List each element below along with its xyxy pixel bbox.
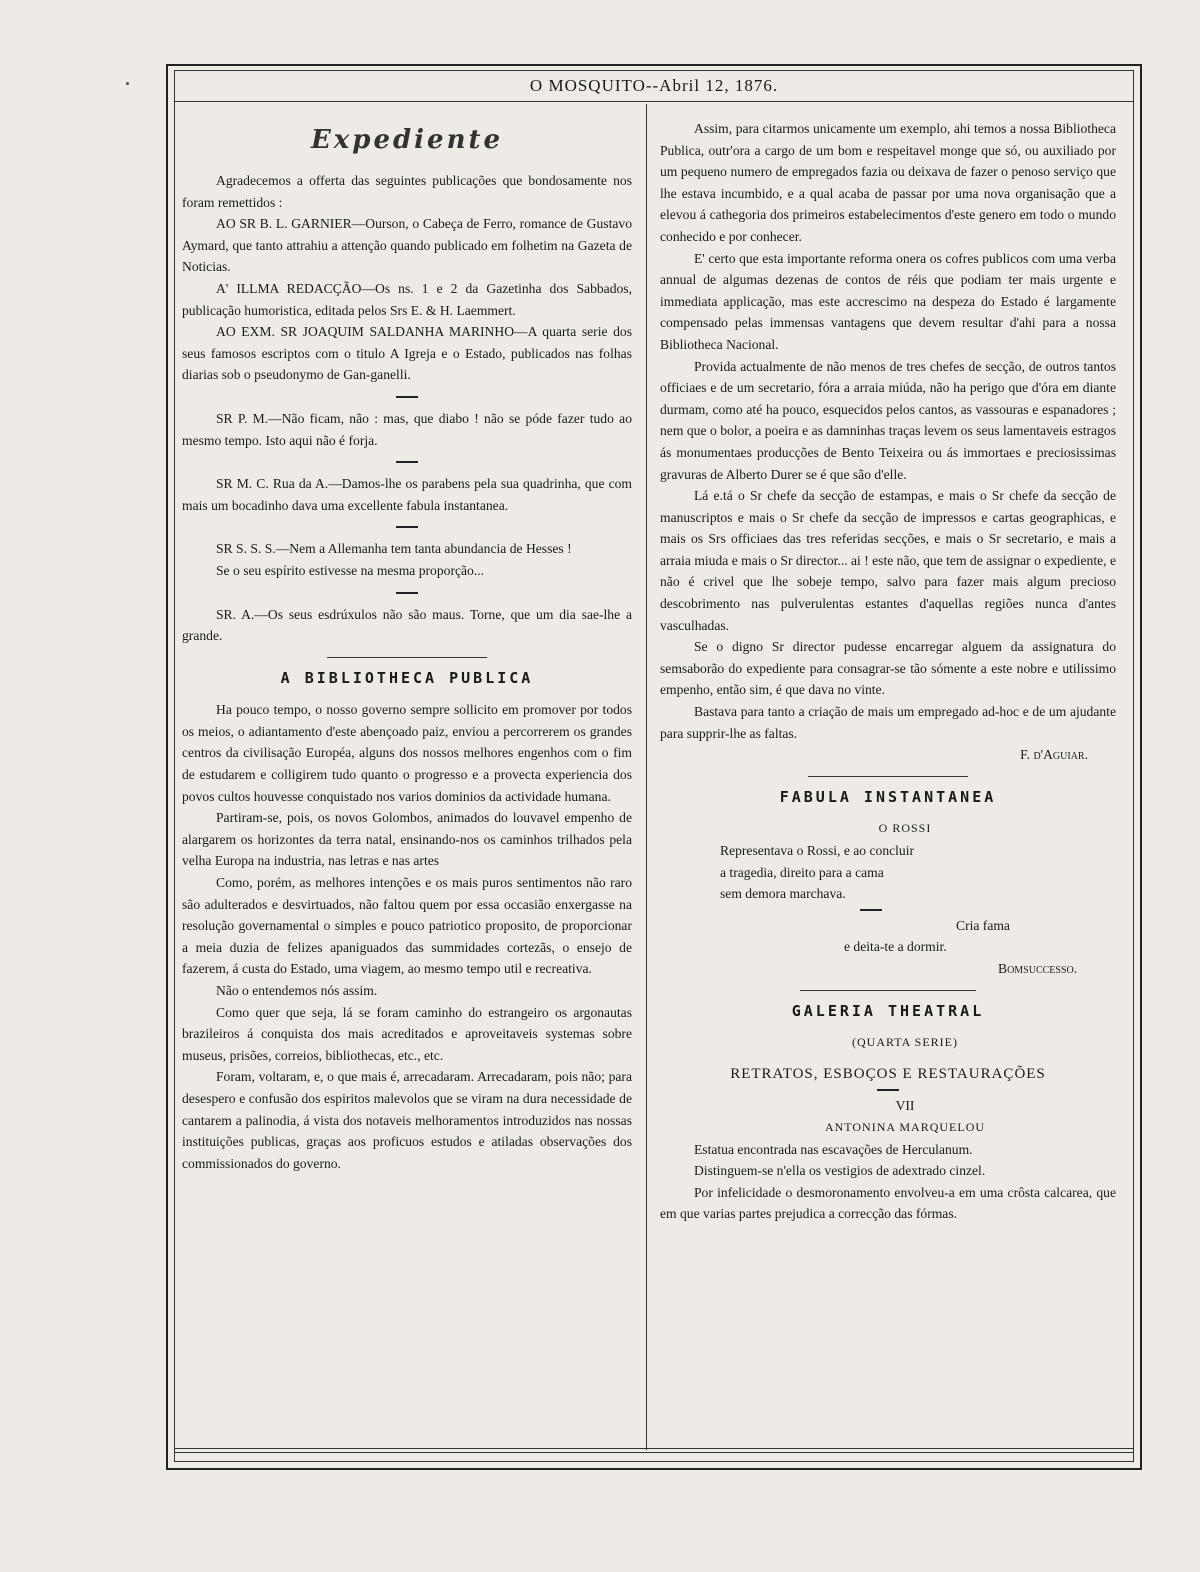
separator-dash [877,1089,899,1091]
paragraph: AO SR B. L. GARNIER—Ourson, o Cabeça de Ferro, romance de Gustavo Aymard, que tanto attrahiu a attenção quando publicado em folhetim na Gazeta de Noticias. [182,216,632,275]
separator-dash [396,461,418,463]
section-rule [808,776,968,777]
paragraph: Por infelicidade o desmoronamento envolveu-a em uma crôsta calcarea, que em que varias partes prejudica a correcção das fórmas. [660,1184,1116,1222]
right-column [660,118,1116,1225]
author-signature: Bomsuccesso. [998,960,1078,976]
paragraph: Provida actualmente de não menos de tres chefes de secção, de outros tantos officiaes e de um secretario, fóra a arraia miúda, não ha perigo que d'óra em diante durmam, como até ha pouco, esquecidos pelos cantos, as vassouras e espanadores ; nem que o bolor, a poeira e as damninhas traças levem os seus lamentaveis estragos ás monumentaes producções de Bento Teixeira ou ás immortaes e preciosissimas gravuras de Alberto Durer se é que são d'elle. [660,358,1116,482]
poem [720,840,1116,980]
poem-line: Representava o Rossi, e ao concluir [720,843,915,858]
paragraph: SR. A.—Os seus esdrúxulos não são maus. Torne, que um dia sae-lhe a grande. [182,606,632,644]
separator-dash [396,396,418,398]
bottom-rule [174,1448,1134,1449]
section-rule [800,990,976,991]
paragraph: Como, porém, as melhores intenções e os mais puros sentimentos não raro são adulterados e desvirtuados, não faltou quem por essa occasião enxergasse na resolução governamental o simples e pouco patriotico proposito, de proporcionar a meia duzia de felizes apaniguados das summidades cortezãs, o ensejo de fazerem, á custa do Estado, uma viagem, ao mesmo tempo util e recreativa. [182,875,632,977]
paragraph: Lá e.tá o Sr chefe da secção de estampas, e mais o Sr chefe da secção de manuscriptos e mais o Sr chefe da secção de impressos e cartas geographicas, e mais os Srs officiaes das tres referidas secções, e mais o Sr secretario, e mais a arraia miuda e mais o Sr director... ai ! este não, que tem de assignar o expediente, e não é crivel que lhe sobeje tempo, salvo para fazer mais algum precioso descobrimento nas pulverulentas estantes d'aquellas regiões nunca d'antes vasculhadas. [660,488,1116,633]
paragraph: Como quer que seja, lá se foram caminho do estrangeiro os argonautas brazileiros á conquista dos mais acreditados e aproveitaveis systemas sobre museus, prisões, correios, bibliothecas, etc., etc. [182,1004,632,1063]
paragraph: Foram, voltaram, e, o que mais é, arrecadaram. Arrecadaram, pois não; para desespero e confusão dos espiritos malevolos que se viram na dura necessidade de cantarem a palinodia, á vista dos notaveis melhoramentos introduzidos nas nossas instituições publicas, graças aos proficuos estudos e atiladas observações dos commissionados do governo. [182,1069,632,1171]
paragraph: SR P. M.—Não ficam, não : mas, que diabo ! não se póde fazer tudo ao mesmo tempo. Isto aqui não é forja. [182,410,632,448]
paragraph: E' certo que esta importante reforma onera os cofres publicos com uma verba annual de algumas dezenas de contos de réis que podiam ter mais urgente e immediata applicação, mas este accrescimo na despeza do Estado é largamente compensado pelas immensas vantagens que devem resultar d'ahi para a nossa Bibliotheca Nacional. [660,250,1116,352]
author-signature: F. d'Aguiar. [1020,747,1088,763]
poem-line: e deita-te a dormir. [844,939,947,955]
section-title: A BIBLIOTHECA PUBLICA [280,668,534,687]
paragraph: Bastava para tanto a criação de mais um empregado ad-hoc e de um ajudante para supprir-lhe as faltas. [660,704,1116,741]
bottom-rule [174,1452,1134,1453]
paragraph: Não o entendemos nós assim. [216,983,378,998]
page-speck [126,82,129,85]
subheading: RETRATOS, ESBOÇOS E RESTAURAÇÕES [730,1065,1046,1082]
section-title: FABULA INSTANTANEA [779,787,997,806]
paragraph: SR S. S. S.—Nem a Allemanha tem tanta abundancia de Hesses ! [216,541,572,557]
paragraph: A' ILLMA REDACÇÃO—Os ns. 1 e 2 da Gazetinha dos Sabbados, publicação humoristica, editada pelos Srs E. & H. Laemmert. [182,280,632,318]
page-header: O MOSQUITO--Abril 12, 1876. [174,70,1134,102]
poem-line: sem demora marchava. [720,886,846,902]
paragraph: Ha pouco tempo, o nosso governo sempre sollicito em promover por todos os meios, o adiantamento d'este abençoado paiz, enviou a percorrerem os grandes centros da civilisação Européa, alguns dos nossos melhores engenhos com o fim de estudarem e colligirem tudo quanto o progresso e a provecta experiencia dos povos cultos houvesse conquistado nos varios dominios da actividade humana. [182,702,632,804]
paragraph: Agradecemos a offerta das seguintes publicações que bondosamente nos foram remettidos : [182,173,632,210]
section-title: GALERIA THEATRAL [791,1001,985,1020]
separator-dash [860,909,882,911]
paragraph: SR M. C. Rua da A.—Damos-lhe os parabens pela sua quadrinha, que com mais um bocadinho dava uma excellente fabula instantanea. [182,476,632,513]
subtitle: (QUARTA SERIE) [852,1035,958,1050]
paragraph: Se o seu espírito estivesse na mesma proporção... [216,562,485,578]
paragraph: Distinguem-se n'ella os vestigios de adextrado cinzel. [694,1163,986,1179]
left-column [182,118,632,1174]
subject-name: ANTONINA MARQUELOU [824,1119,986,1134]
separator-dash [396,592,418,594]
subtitle: O ROSSI [878,821,932,836]
poem-line: Cria fama [956,917,1010,933]
paragraph: Assim, para citarmos unicamente um exemplo, ahi temos a nossa Bibliotheca Publica, outr'ora a cargo de um bom e respeitavel monge que só, ou auxiliado por um pequeno numero de empregados fazia ou deixava de fazer o penoso serviço que lhe estava incumbido, e a qual acaba de passar por uma nova organisação que a elevou á cathegoria dos primeiros estabelecimentos d'este genero em todo o mundo conhecido e por conhecer. [660,121,1116,244]
paragraph: Estatua encontrada nas escavações de Herculanum. [694,1141,973,1157]
section-rule [327,657,487,658]
paragraph: Partiram-se, pois, os novos Golombos, animados do louvavel empenho de alargarem os horizontes da terra natal, ensinando-nos os caminhos trilhados pela velha Europa na industria, nas letras e nas artes [182,810,632,869]
separator-dash [396,526,418,528]
expediente-ornament-title: Expediente [310,125,504,155]
paragraph: Se o digno Sr director pudesse encarregar alguem da assignatura do semsaborão do expediente para consagrar-se tão sómente a este nobre e utilissimo empenho, então sim, é que dava no vinte. [660,639,1116,698]
roman-number: VII [895,1098,915,1114]
column-divider [646,104,647,1450]
paragraph: AO EXM. SR JOAQUIM SALDANHA MARINHO—A quarta serie dos seus famosos escriptos com o titulo A Igreja e o Estado, publicados nas folhas diarias sob o pseudonymo de Gan-ganelli. [182,324,632,383]
poem-line: a tragedia, direito para a cama [720,864,884,880]
